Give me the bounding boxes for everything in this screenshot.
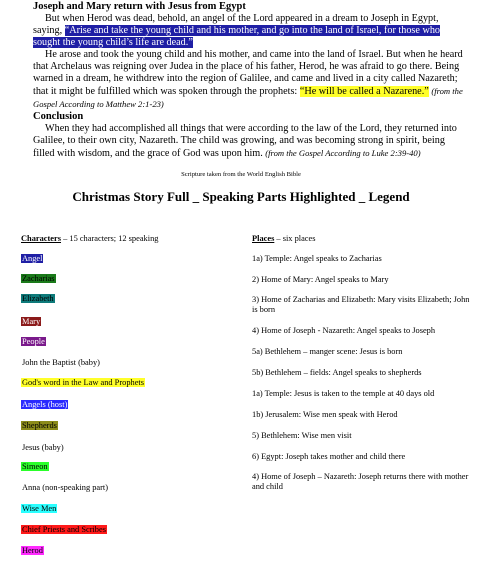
character-label: Chief Priests and Scribes: [22, 525, 106, 534]
scripture-credit: Scripture taken from the World English Bible: [181, 171, 301, 178]
character-label: Shepherds: [22, 421, 57, 430]
place-item: 1a) Temple: Jesus is taken to the temple at 40 days old: [252, 389, 435, 398]
place-item: 5a) Bethlehem – manger scene: Jesus is born: [252, 347, 403, 356]
place-item: 6) Egypt: Joseph takes mother and child there: [252, 452, 406, 461]
place-item: 4) Home of Joseph - Nazareth: Angel speaks to Joseph: [252, 326, 436, 335]
character-label: Angels (host): [22, 400, 68, 409]
character-label: John the Baptist (baby): [22, 358, 100, 367]
characters-heading-label: Characters: [21, 234, 61, 243]
character-item: [21, 358, 101, 368]
paragraph-1-text: But when Herod was dead, behold, an angel of the Lord appeared in a dream to Joseph in Egypt, saying,: [33, 13, 439, 36]
character-label: Zacharias: [22, 274, 55, 283]
character-item: [21, 462, 49, 472]
characters-subtitle: – 15 characters; 12 speaking: [61, 234, 159, 243]
place-item: 3) Home of Zacharias and Elizabeth: Mary visits Elizabeth; John is born: [252, 295, 470, 314]
character-label: Herod: [22, 546, 43, 555]
character-item: [21, 504, 57, 514]
place-item: 2) Home of Mary: Angel speaks to Mary: [252, 275, 389, 284]
character-item: [21, 378, 145, 388]
citation-luke: (from the Gospel According to Luke 2:39-40): [265, 148, 421, 158]
characters-heading: [21, 234, 158, 244]
character-label: People: [22, 337, 45, 346]
place-item: 1b) Jerusalem: Wise men speak with Herod: [252, 410, 398, 419]
angel-quote-highlight: “Arise and take the young child and his mother, and go into the land of Israel, for those who sought the young child’s life are dead.”: [33, 25, 441, 48]
character-label: Angel: [22, 254, 43, 263]
character-label: Wise Men: [22, 504, 57, 513]
character-label: Mary: [22, 317, 41, 326]
character-item: [21, 421, 58, 431]
place-item: 5b) Bethlehem – fields: Angel speaks to shepherds: [252, 368, 422, 377]
character-label: Elizabeth: [22, 294, 54, 303]
character-item: [21, 525, 107, 535]
place-item: 4) Home of Joseph – Nazareth: Joseph returns there with mother and child: [252, 472, 469, 491]
character-item: [21, 443, 65, 453]
places-heading: [252, 234, 316, 244]
place-item: 1a) Temple: Angel speaks to Zacharias: [252, 254, 382, 263]
legend-title: Christmas Story Full _ Speaking Parts Highlighted _ Legend: [72, 189, 410, 204]
paragraph-1: [33, 13, 463, 49]
character-item: [21, 546, 44, 556]
character-item: [21, 337, 46, 347]
section-heading-return: Joseph and Mary return with Jesus from Egypt: [33, 1, 246, 12]
citation-matthew: (from the Gospel According to Matthew 2:1-23): [33, 86, 463, 109]
character-label: Simeon: [22, 462, 48, 471]
paragraph-2: [33, 49, 463, 111]
places-subtitle: – six places: [274, 234, 316, 243]
story-text: [33, 1, 463, 160]
paragraph-3: [33, 123, 463, 160]
paragraph-3-text: When they had accomplished all things that were according to the law of the Lord, they returned into Galilee, to their own city, Nazareth. The child was growing, and was becoming strong in spirit, being filled with wisdom, and the grace of God was upon him.: [33, 123, 457, 159]
prophets-quote-highlight: “He will be called a Nazarene.”: [299, 86, 429, 97]
character-item: [21, 274, 56, 284]
character-label: Anna (non-speaking part): [22, 483, 109, 492]
places-heading-label: Places: [252, 234, 275, 243]
paragraph-2-text: He arose and took the young child and his mother, and came into the land of Israel. But when he heard that Archelaus was reigning over Judea in the place of his father, Herod, he was afraid to go there. Being warned in a dream, he withdrew into the region of Galilee, and came and lived in a city called Nazareth; that it might be fulfilled which was spoken through the prophets:: [33, 49, 463, 97]
character-item: [21, 317, 41, 327]
section-heading-conclusion: Conclusion: [33, 111, 84, 122]
character-item: [21, 254, 43, 264]
character-item: [21, 294, 55, 304]
place-item: 5) Bethlehem: Wise men visit: [252, 431, 352, 440]
character-item: [21, 400, 68, 410]
character-label: God's word in the Law and Prophets: [22, 378, 144, 387]
character-label: Jesus (baby): [22, 443, 64, 452]
character-item: [21, 483, 109, 493]
